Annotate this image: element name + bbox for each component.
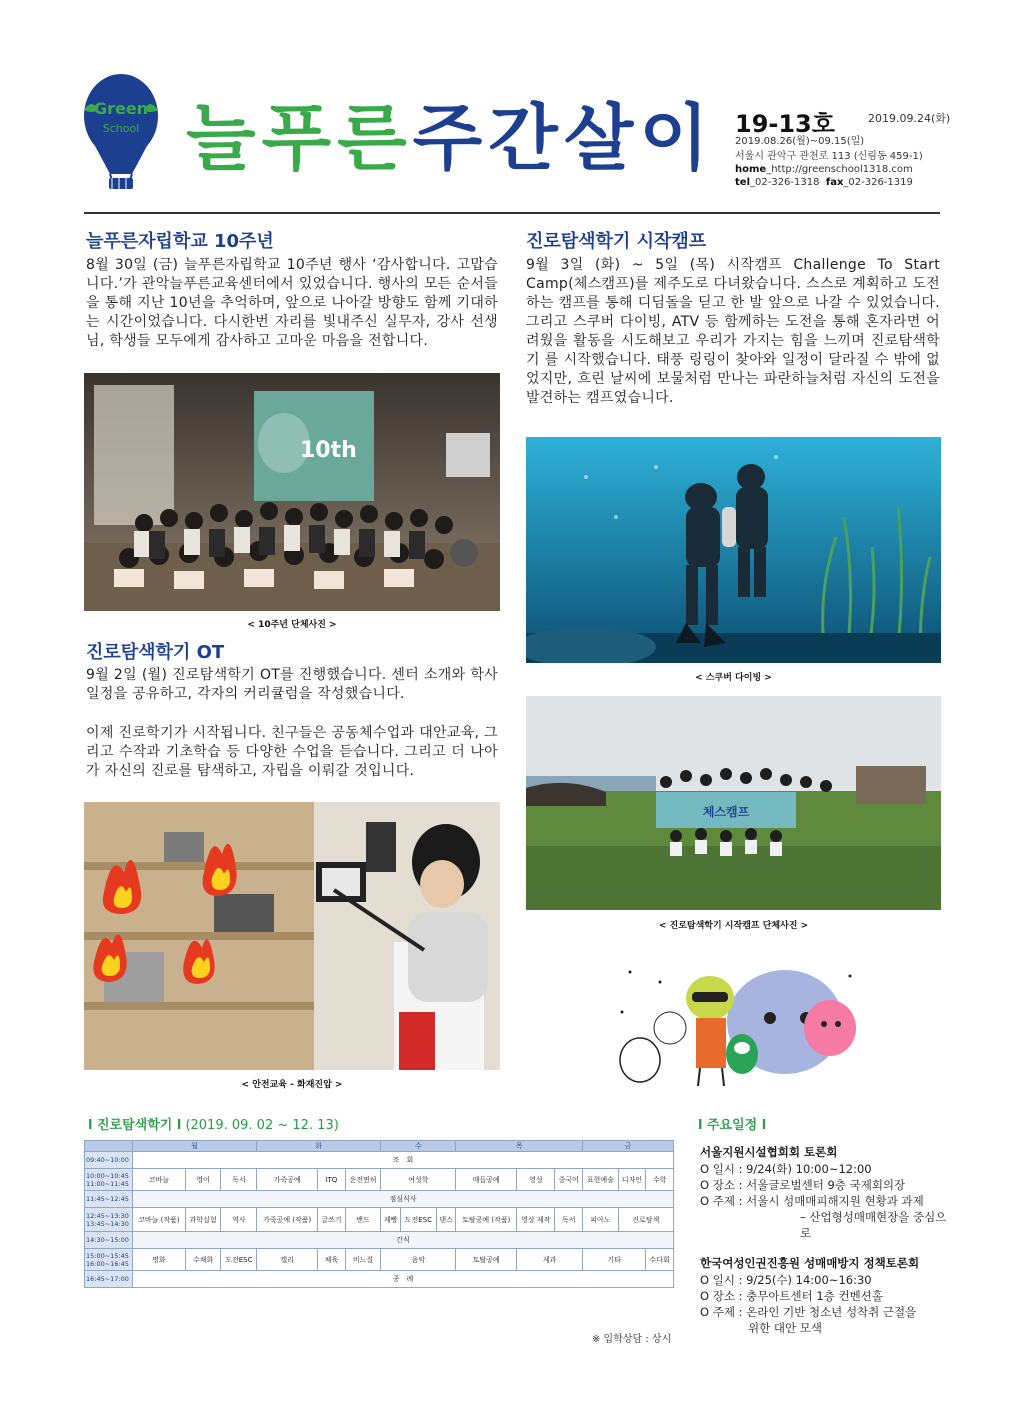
schedule-cell: ITQ [318, 1169, 346, 1191]
schedule-cell: 매듭공예 [456, 1169, 517, 1191]
schedule-cell: 댄스 [436, 1208, 456, 1232]
time-slot: 12:45~13:30 13:45~14:30 [85, 1208, 133, 1232]
schedule-cell: 가죽공예 [257, 1169, 318, 1191]
article2-caption: < 안전교육 - 화재진압 > [241, 1080, 343, 1090]
header-divider [84, 212, 940, 214]
time-slot: 10:00~10:45 11:00~11:45 [85, 1169, 133, 1191]
schedule-cell: 피아노 [583, 1208, 619, 1232]
schedule-title [88, 1114, 339, 1133]
article2-title: 진로탐색학기 OT [86, 642, 225, 663]
logo-top-text: Green [93, 99, 149, 118]
schedule-table [84, 1140, 674, 1288]
schedule-cell: 음악 [381, 1249, 456, 1271]
event2-topic: O 주제 : 온라인 기반 청소년 성착취 근절을 [700, 1305, 917, 1319]
group-photo-10th [84, 373, 500, 611]
schedule-cell: 글쓰기 [318, 1208, 346, 1232]
mascot-illustration [610, 962, 870, 1088]
issue-period: 2019.08.26(월)~09.15(일) [735, 136, 865, 147]
schedule-title-text: l 진로탐색학기 l [88, 1118, 182, 1133]
schedule-cell: 영성 [517, 1169, 555, 1191]
day-tue: 화 [257, 1141, 381, 1152]
schedule-cell: 기타 [583, 1249, 646, 1271]
schedule-cell: 수다회 [646, 1249, 674, 1271]
event2-title: 한국여성인권진흥원 성매매방지 정책토론회 [700, 1256, 920, 1270]
schedule-cell: 종 례 [133, 1271, 674, 1288]
address: 서울시 관악구 관천로 113 (신림동 459-1) [735, 151, 923, 162]
schedule-cell: 토탈공예 (작품) [456, 1208, 517, 1232]
time-slot: 15:00~15:45 16:00~16:45 [85, 1249, 133, 1271]
homepage-line[interactable] [735, 163, 923, 176]
event1-title: 서울지원시설협희회 토론회 [700, 1145, 838, 1159]
schedule-cell: 여성학 [381, 1169, 456, 1191]
schedule-cell: 제과 [517, 1249, 583, 1271]
schedule-cell: 수학 [646, 1169, 674, 1191]
schedule-cell: 밴드 [345, 1208, 381, 1232]
schedule-cell: 중국어 [555, 1169, 583, 1191]
event2-place: O 장소 : 충무아트센터 1층 컨벤션홀 [700, 1289, 883, 1303]
time-slot: 16:45~17:00 [85, 1271, 133, 1288]
schedule-cell: 캘리 [257, 1249, 318, 1271]
schedule-cell: 토탈공예 [456, 1249, 517, 1271]
day-mon: 월 [133, 1141, 257, 1152]
events-list [700, 1144, 950, 1336]
phone-line [735, 176, 923, 189]
fire-safety-photo [84, 802, 500, 1070]
time-slot: 14:30~15:00 [85, 1232, 133, 1249]
article1-title: 늘푸른자립학교 10주년 [86, 231, 274, 252]
article3-body: 9월 3일 (화) ~ 5일 (목) 시작캠프 Challenge To Start Camp(체스캠프)를 제주도로 다녀왔습니다. 스스로 계획하고 도전하는 캠프를 통해 디딤돌을 딛고 한 발 앞으로 나갈 수 있었습니다. 그리고 스쿠버 다이빙, ATV 등 함께하는 도전을 통해 혼자라면 어려웠을 활동을 시도해보고 우리가 가지는 힘을 느끼며 진로탐색학기 를 시작했습니다. 태풍 링링이 찾아와 일정이 달라질 수 밖에 없었지만, 흐린 날씨에 보물처럼 만나는 파란하늘처럼 자신의 도전을 발견하는 캠프였습니다. [526, 257, 940, 406]
camp-group-photo [526, 696, 941, 910]
day-fri: 금 [583, 1141, 674, 1152]
banner-10th: 10th [300, 438, 357, 463]
schedule-cell: 수채화 [185, 1249, 221, 1271]
event1-topic-cont: – 산업형성매매현장을 중심으로 [800, 1210, 947, 1240]
title-green-part: 늘푸른 [186, 96, 413, 180]
time-slot: 11:45~12:45 [85, 1191, 133, 1208]
time-slot: 09:40~10:00 [85, 1152, 133, 1169]
schedule-cell: 과학실험 [185, 1208, 221, 1232]
scuba-diving-photo [526, 437, 941, 663]
schedule-cell: 도전ESC [400, 1208, 436, 1232]
schedule-cell: 표현예술 [583, 1169, 619, 1191]
event1-place: O 장소 : 서울글로벌센터 9층 국제회의장 [700, 1178, 906, 1192]
title-blue-part: 주간살이 [412, 96, 715, 180]
schedule-cell: 조 회 [133, 1152, 674, 1169]
home-value: _http://greenschool1318.com [766, 164, 913, 175]
contact-block [735, 150, 923, 189]
schedule-cell: 도전ESC [221, 1249, 257, 1271]
schedule-cell: 가죽공예 (작품) [257, 1208, 318, 1232]
schedule-cell: 역사 [221, 1208, 257, 1232]
schedule-cell: 간식 [133, 1232, 674, 1249]
logo-bottom-text: School [102, 122, 140, 135]
camp-banner: 체스캠프 [702, 805, 750, 819]
issue-date: 2019.09.24(화) [868, 112, 951, 125]
event1-topic: O 주제 : 서울시 성매매피해지원 현황과 과제 [700, 1194, 924, 1208]
school-logo [82, 70, 160, 190]
admission-note: ※ 입학상담 : 상시 [592, 1334, 672, 1345]
schedule-cell: 영상 제작 [517, 1208, 555, 1232]
tel-value: _02-326-1318 [750, 177, 820, 188]
schedule-cell: 체육 [318, 1249, 346, 1271]
article3-caption2: < 진로탐색학기 시작캠프 단체사진 > [658, 921, 809, 931]
article2-body2: 이제 진로학기가 시작됩니다. 친구들은 공동체수업과 대안교육, 그리고 수작과 기초학습 등 다양한 수업을 듣습니다. 그리고 더 나아가 자신의 진로를 탐색하고, 자립을 이뤄갈 것입니다. [86, 725, 498, 779]
article2-body1: 9월 2일 (월) 진로탐색학기 OT를 진행했습니다. 센터 소개와 학사일정을 공유하고, 각자의 커리큘럼을 작성했습니다. [86, 667, 498, 702]
schedule-range: (2019. 09. 02 ~ 12. 13) [181, 1118, 339, 1133]
schedule-cell: 비느질 [345, 1249, 381, 1271]
schedule-cell: 점심식사 [133, 1191, 674, 1208]
article3-title: 진로탐색학기 시작캠프 [526, 231, 707, 252]
day-thu: 목 [456, 1141, 583, 1152]
schedule-cell: 독서 [221, 1169, 257, 1191]
event2-date: O 일시 : 9/25(수) 14:00~16:30 [700, 1273, 872, 1287]
schedule-cell: 운전면허 [345, 1169, 381, 1191]
issue-number: 19-13호 [735, 110, 835, 138]
newsletter-title [186, 80, 715, 184]
schedule-cell: 진로탐색 [618, 1208, 673, 1232]
schedule-cell: 코바늘 [133, 1169, 186, 1191]
event2-topic-cont: 위한 대안 모색 [748, 1321, 822, 1335]
fax-value: _02-326-1319 [843, 177, 913, 188]
schedule-cell: 명화 [133, 1249, 186, 1271]
event1-date: O 일시 : 9/24(화) 10:00~12:00 [700, 1162, 872, 1176]
schedule-cell: 영어 [185, 1169, 221, 1191]
day-wed: 수 [381, 1141, 456, 1152]
events-title: l 주요일정 l [698, 1118, 767, 1133]
tel-label: tel [735, 177, 750, 188]
schedule-cell: 코바늘 (작품) [133, 1208, 186, 1232]
schedule-cell: 디자인 [618, 1169, 646, 1191]
fax-label: fax [825, 177, 844, 188]
schedule-cell: 제빵 [381, 1208, 401, 1232]
schedule-cell: 독서 [555, 1208, 583, 1232]
home-label: home [735, 164, 767, 175]
article1-caption: < 10주년 단체사진 > [247, 620, 337, 630]
article1-body: 8월 30일 (금) 늘푸른자립학교 10주년 행사 ‘감사합니다. 고맙습니다.’가 관악늘푸른교육센터에서 있었습니다. 행사의 모든 순서들을 통해 지난 10년을 추억하며, 앞으로 나아갈 방향도 함께 기대하는 시간이었습니다. 다시한번 자리를 빛내주신 실무자, 강사 선생님, 학생들 모두에게 감사하고 고마운 마음을 전합니다. [86, 257, 498, 349]
article3-caption1: < 스쿠버 다이빙 > [695, 673, 772, 683]
